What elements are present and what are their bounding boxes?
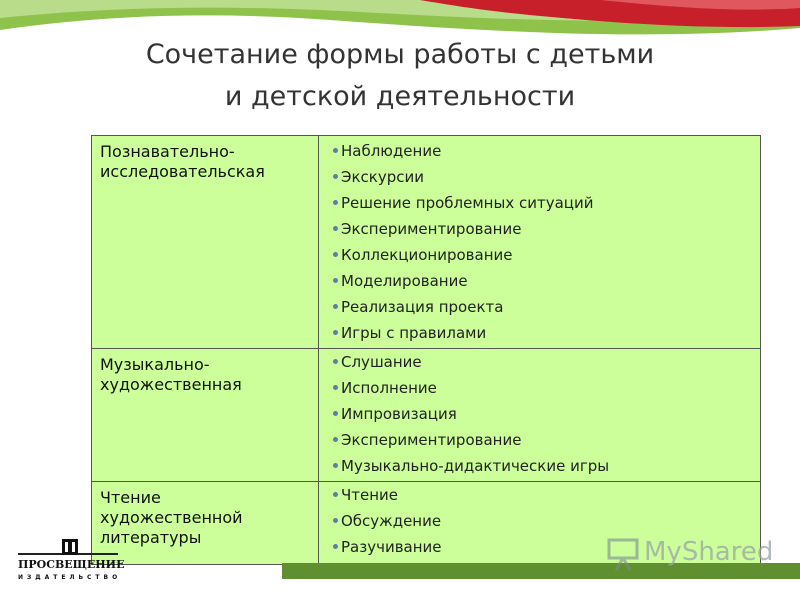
activity-list [319, 136, 760, 348]
list-item-text: Экскурсии [341, 168, 424, 186]
list-item [333, 349, 760, 375]
bullet-icon [333, 385, 338, 390]
category-label: Музыкально- художественная [100, 355, 242, 394]
bullet-icon [333, 304, 338, 309]
bullet-icon [333, 492, 338, 497]
list-item-text: Решение проблемных ситуаций [341, 194, 594, 212]
list-item-text: Наблюдение [341, 142, 442, 160]
bullet-icon [333, 437, 338, 442]
category-label: Чтение художественной литературы [100, 488, 243, 547]
list-item-text: Коллекционирование [341, 246, 513, 264]
list-item-text: Моделирование [341, 272, 468, 290]
list-item-text: Чтение [341, 486, 399, 504]
book-emblem-icon [61, 538, 79, 556]
items-cell [319, 136, 761, 349]
bullet-icon [333, 226, 338, 231]
list-item [333, 294, 760, 320]
list-item-text: Исполнение [341, 379, 437, 397]
slide-title-line-2: и детской деятельности [224, 81, 576, 112]
items-cell [319, 349, 761, 482]
slide-title-line-1: Сочетание формы работы с детьми [145, 39, 655, 70]
list-item [333, 508, 760, 534]
watermark-text: MyShared [644, 537, 774, 567]
category-cell [92, 349, 319, 482]
list-item [333, 242, 760, 268]
activity-table [91, 135, 761, 565]
list-item-text: Реализация проекта [341, 298, 504, 316]
bullet-icon [333, 278, 338, 283]
table-row [92, 136, 761, 349]
category-cell [92, 136, 319, 349]
watermark [606, 533, 774, 573]
bullet-icon [333, 359, 338, 364]
list-item-text: Музыкально-дидактические игры [341, 457, 610, 475]
list-item-text: Обсуждение [341, 512, 442, 530]
list-item [333, 190, 760, 216]
bullet-icon [333, 544, 338, 549]
bullet-icon [333, 330, 338, 335]
list-item-text: Импровизация [341, 405, 457, 423]
list-item [333, 453, 760, 479]
publisher-logo [18, 536, 128, 586]
list-item-text: Экспериментирование [341, 220, 522, 238]
bullet-icon [333, 252, 338, 257]
table-row [92, 349, 761, 482]
list-item-text: Экспериментирование [341, 431, 522, 449]
list-item [333, 268, 760, 294]
category-label: Познавательно- исследовательская [100, 142, 265, 181]
presentation-board-icon [606, 537, 640, 571]
logo-name: ПРОСВЕЩЕНИЕ [18, 558, 125, 571]
list-item [333, 216, 760, 242]
activity-list [319, 349, 760, 481]
bullet-icon [333, 174, 338, 179]
list-item [333, 164, 760, 190]
list-item [333, 482, 760, 508]
bullet-icon [333, 463, 338, 468]
list-item [333, 427, 760, 453]
bullet-icon [333, 518, 338, 523]
list-item [333, 320, 760, 346]
list-item [333, 375, 760, 401]
bullet-icon [333, 411, 338, 416]
list-item [333, 401, 760, 427]
bullet-icon [333, 200, 338, 205]
bullet-icon [333, 148, 338, 153]
list-item-text: Слушание [341, 353, 422, 371]
logo-subtitle: ИЗДАТЕЛЬСТВО [18, 574, 122, 581]
list-item-text: Игры с правилами [341, 324, 487, 342]
list-item [333, 138, 760, 164]
list-item-text: Разучивание [341, 538, 442, 556]
